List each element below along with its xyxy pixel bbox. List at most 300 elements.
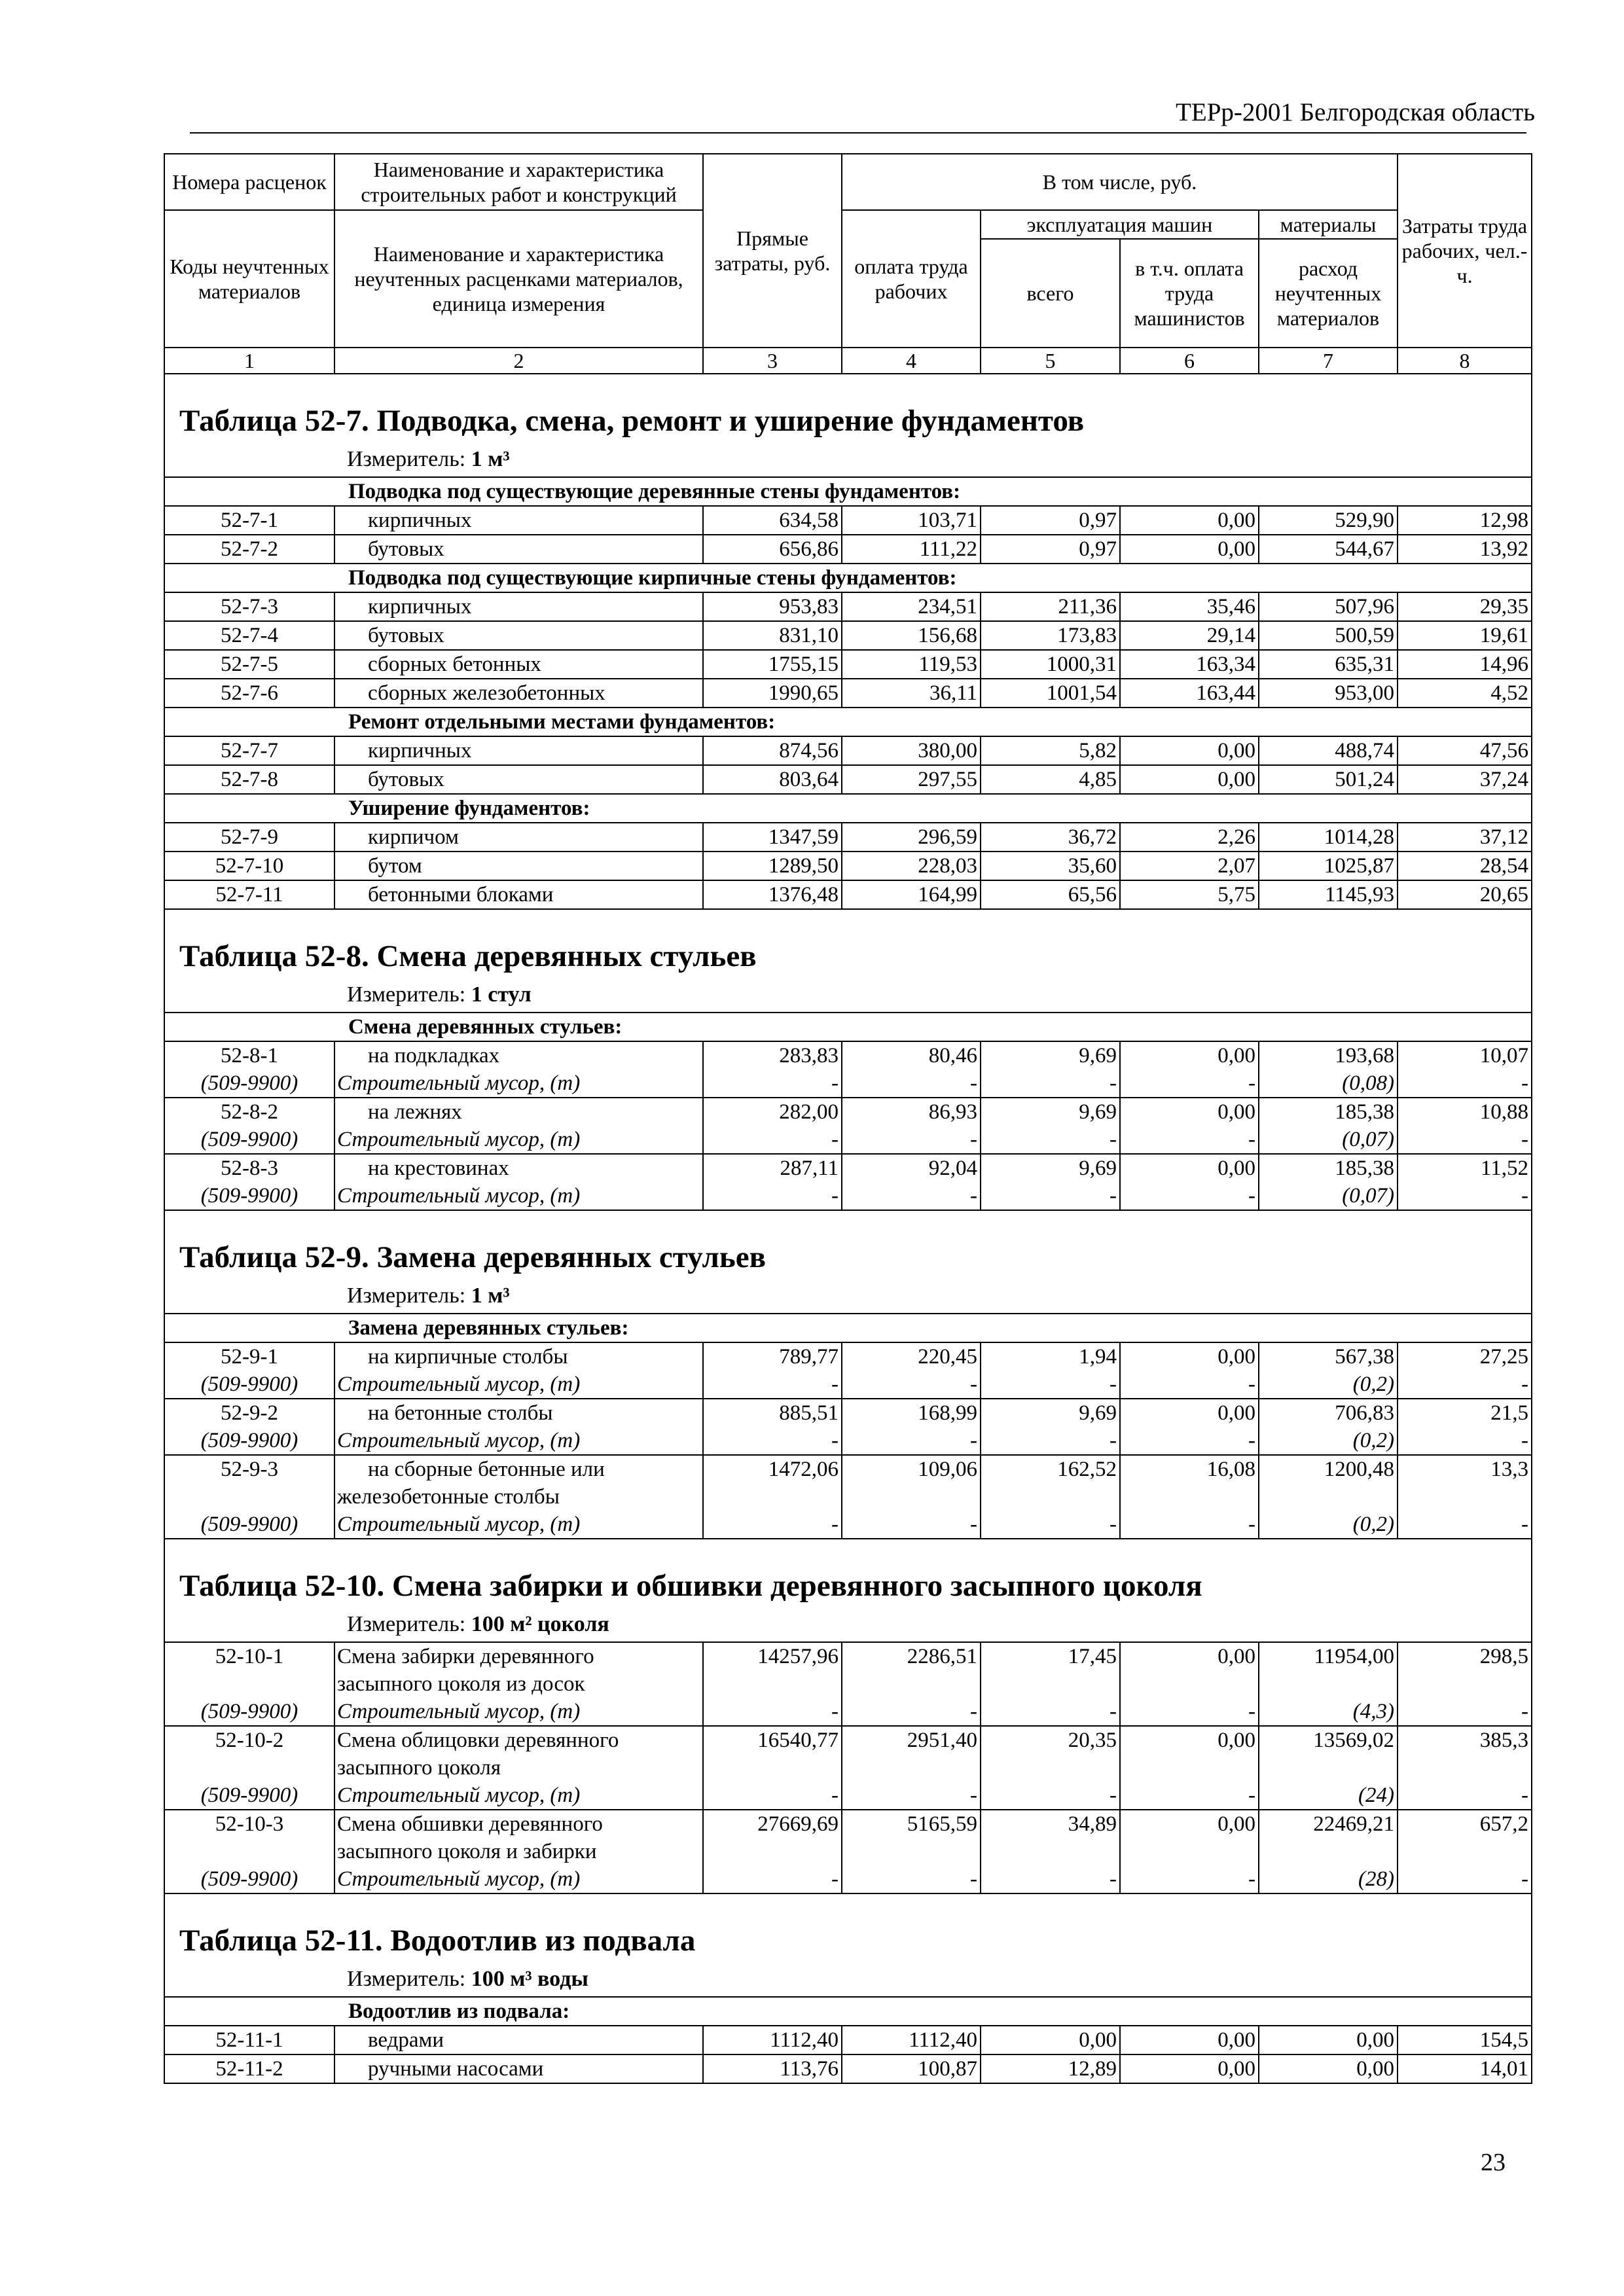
- value-cell: 0,00: [1259, 2054, 1398, 2083]
- value-cell: 17,45: [981, 1642, 1120, 1670]
- value-cell: 1200,48: [1259, 1455, 1398, 1483]
- value-cell: 0,00: [1120, 506, 1259, 535]
- rate-code: 52-10-1: [164, 1642, 334, 1670]
- value-cell: 109,06: [842, 1455, 981, 1483]
- table-row: [164, 765, 1532, 794]
- work-name: засыпного цоколя из досок: [334, 1670, 703, 1698]
- empty-cell: [1120, 1838, 1259, 1865]
- material-value: -: [1398, 1126, 1532, 1154]
- value-cell: 0,00: [1120, 2054, 1259, 2083]
- material-value: -: [981, 1427, 1120, 1455]
- value-cell: 0,97: [981, 535, 1120, 564]
- header-col6: в т.ч. оплата труда машинистов: [1120, 239, 1259, 348]
- table-row: [164, 880, 1532, 909]
- material-value: -: [703, 1511, 842, 1539]
- work-name: бутовых: [334, 765, 703, 794]
- material-row: [164, 1182, 1532, 1210]
- value-cell: 0,00: [1120, 1726, 1259, 1754]
- value-cell: 2,07: [1120, 852, 1259, 880]
- measure-label: Измеритель:: [347, 1612, 466, 1636]
- value-cell: 1376,48: [703, 880, 842, 909]
- value-cell: 35,46: [1120, 592, 1259, 621]
- empty-cell: [842, 1483, 981, 1511]
- material-value: -: [981, 1371, 1120, 1399]
- table-row: [164, 823, 1532, 852]
- rate-code: 52-7-6: [164, 679, 334, 708]
- value-cell: 4,85: [981, 765, 1120, 794]
- header-col4: оплата труда рабочих: [842, 210, 981, 348]
- table-row: [164, 1483, 1532, 1511]
- work-name: кирпичных: [334, 592, 703, 621]
- material-value: -: [1398, 1069, 1532, 1098]
- value-cell: 0,00: [1259, 2026, 1398, 2054]
- value-cell: 37,24: [1398, 765, 1532, 794]
- value-cell: 12,98: [1398, 506, 1532, 535]
- value-cell: 0,00: [1120, 1642, 1259, 1670]
- empty-cell: [703, 1670, 842, 1698]
- material-name: Строительный мусор, (т): [334, 1698, 703, 1726]
- subgroup-heading-row: [164, 1013, 1532, 1041]
- table-row: [164, 506, 1532, 535]
- value-cell: 13,3: [1398, 1455, 1532, 1483]
- value-cell: 1,94: [981, 1342, 1120, 1371]
- measure-cell: [164, 980, 1532, 1013]
- value-cell: 874,56: [703, 736, 842, 765]
- value-cell: 11,52: [1398, 1154, 1532, 1182]
- material-value: -: [981, 1865, 1120, 1893]
- value-cell: 100,87: [842, 2054, 981, 2083]
- empty-cell: [1398, 1483, 1532, 1511]
- measure-cell: [164, 445, 1532, 477]
- table-row: [164, 1342, 1532, 1371]
- table-row: [164, 736, 1532, 765]
- value-cell: 86,93: [842, 1098, 981, 1126]
- work-name: Смена облицовки деревянного: [334, 1726, 703, 1754]
- value-cell: 657,2: [1398, 1810, 1532, 1838]
- subgroup-heading-row: [164, 477, 1532, 506]
- header-col7: расход неучтенных материалов: [1259, 239, 1398, 348]
- price-table: [164, 153, 1532, 2084]
- material-value: -: [703, 1865, 842, 1893]
- material-code: (509-9900): [164, 1427, 334, 1455]
- material-value: -: [1398, 1182, 1532, 1210]
- subgroup-heading: Ремонт отдельными местами фундаментов:: [164, 708, 1532, 736]
- value-cell: 27,25: [1398, 1342, 1532, 1371]
- value-cell: 28,54: [1398, 852, 1532, 880]
- empty-cell: [981, 1754, 1120, 1782]
- rate-code: 52-9-1: [164, 1342, 334, 1371]
- header-col2-bottom: Наименование и характеристика неучтенных расценками материалов, единица измерения: [334, 210, 703, 348]
- empty-cell: [164, 1483, 334, 1511]
- table-row: [164, 592, 1532, 621]
- material-name: Строительный мусор, (т): [334, 1069, 703, 1098]
- empty-cell: [1120, 1483, 1259, 1511]
- value-cell: 14,01: [1398, 2054, 1532, 2083]
- value-cell: 0,00: [1120, 1154, 1259, 1182]
- header-col8: Затраты труда рабочих, чел.-ч.: [1398, 154, 1532, 348]
- material-row: [164, 1126, 1532, 1154]
- material-value: (0,07): [1259, 1126, 1398, 1154]
- work-name: на подкладках: [334, 1041, 703, 1069]
- value-cell: 11954,00: [1259, 1642, 1398, 1670]
- value-cell: 168,99: [842, 1399, 981, 1427]
- value-cell: 0,97: [981, 506, 1120, 535]
- material-value: -: [1120, 1069, 1259, 1098]
- value-cell: 296,59: [842, 823, 981, 852]
- material-value: (24): [1259, 1782, 1398, 1810]
- value-cell: 9,69: [981, 1098, 1120, 1126]
- subgroup-heading-row: [164, 1997, 1532, 2026]
- value-cell: 885,51: [703, 1399, 842, 1427]
- material-code: (509-9900): [164, 1126, 334, 1154]
- material-value: -: [842, 1126, 981, 1154]
- section-title: [164, 1539, 1532, 1610]
- value-cell: 29,14: [1120, 621, 1259, 650]
- table-row: [164, 679, 1532, 708]
- table-row: [164, 1754, 1532, 1782]
- value-cell: 298,5: [1398, 1642, 1532, 1670]
- rate-code: 52-9-2: [164, 1399, 334, 1427]
- material-row: [164, 1511, 1532, 1539]
- value-cell: 163,44: [1120, 679, 1259, 708]
- value-cell: 103,71: [842, 506, 981, 535]
- material-value: -: [703, 1782, 842, 1810]
- rate-code: 52-7-8: [164, 765, 334, 794]
- measure-cell: [164, 1965, 1532, 1997]
- header-num: 8: [1398, 348, 1532, 374]
- value-cell: 9,69: [981, 1399, 1120, 1427]
- material-value: -: [703, 1182, 842, 1210]
- table-row: [164, 1642, 1532, 1670]
- value-cell: 1014,28: [1259, 823, 1398, 852]
- value-cell: 1145,93: [1259, 880, 1398, 909]
- empty-cell: [1398, 1838, 1532, 1865]
- work-name: ручными насосами: [334, 2054, 703, 2083]
- material-value: -: [981, 1698, 1120, 1726]
- value-cell: 529,90: [1259, 506, 1398, 535]
- value-cell: 507,96: [1259, 592, 1398, 621]
- value-cell: 1000,31: [981, 650, 1120, 679]
- subgroup-heading: Подводка под существующие деревянные стены фундаментов:: [164, 477, 1532, 506]
- section-title: [164, 909, 1532, 980]
- value-cell: 567,38: [1259, 1342, 1398, 1371]
- work-name: бутовых: [334, 621, 703, 650]
- material-code: (509-9900): [164, 1698, 334, 1726]
- value-cell: 162,52: [981, 1455, 1120, 1483]
- measure-value: 1 м³: [471, 1283, 510, 1308]
- material-name: Строительный мусор, (т): [334, 1371, 703, 1399]
- rate-code: 52-10-3: [164, 1810, 334, 1838]
- empty-cell: [842, 1670, 981, 1698]
- table-row: [164, 1726, 1532, 1754]
- value-cell: 953,00: [1259, 679, 1398, 708]
- value-cell: 10,88: [1398, 1098, 1532, 1126]
- value-cell: 14,96: [1398, 650, 1532, 679]
- material-value: -: [703, 1126, 842, 1154]
- material-value: -: [1120, 1427, 1259, 1455]
- section-title-cell: Таблица 52-10. Смена забирки и обшивки деревянного засыпного цоколя: [164, 1539, 1532, 1610]
- material-value: -: [842, 1782, 981, 1810]
- value-cell: 211,36: [981, 592, 1120, 621]
- work-name: кирпичных: [334, 506, 703, 535]
- material-code: (509-9900): [164, 1069, 334, 1098]
- measure-value: 100 м³ воды: [471, 1967, 588, 1991]
- empty-cell: [1120, 1754, 1259, 1782]
- running-head: ТЕРр-2001 Белгородская область: [1176, 98, 1535, 126]
- work-name: железобетонные столбы: [334, 1483, 703, 1511]
- header-col2-top: Наименование и характеристика строительных работ и конструкций: [334, 154, 703, 210]
- subgroup-heading-row: [164, 564, 1532, 592]
- value-cell: 287,11: [703, 1154, 842, 1182]
- material-value: -: [703, 1069, 842, 1098]
- value-cell: 283,83: [703, 1041, 842, 1069]
- value-cell: 789,77: [703, 1342, 842, 1371]
- value-cell: 501,24: [1259, 765, 1398, 794]
- value-cell: 163,34: [1120, 650, 1259, 679]
- value-cell: 0,00: [1120, 1399, 1259, 1427]
- value-cell: 20,35: [981, 1726, 1120, 1754]
- header-num: 5: [981, 348, 1120, 374]
- rate-code: 52-10-2: [164, 1726, 334, 1754]
- material-name: Строительный мусор, (т): [334, 1865, 703, 1893]
- table-body: [164, 374, 1532, 2083]
- empty-cell: [1398, 1670, 1532, 1698]
- rate-code: 52-11-2: [164, 2054, 334, 2083]
- table-row: [164, 1810, 1532, 1838]
- material-name: Строительный мусор, (т): [334, 1782, 703, 1810]
- work-name: засыпного цоколя и забирки: [334, 1838, 703, 1865]
- material-value: -: [1398, 1865, 1532, 1893]
- value-cell: 173,83: [981, 621, 1120, 650]
- measure-row: [164, 445, 1532, 477]
- material-value: -: [981, 1782, 1120, 1810]
- value-cell: 0,00: [1120, 2026, 1259, 2054]
- material-value: (0,2): [1259, 1371, 1398, 1399]
- empty-cell: [703, 1838, 842, 1865]
- value-cell: 185,38: [1259, 1098, 1398, 1126]
- section-title-cell: Таблица 52-11. Водоотлив из подвала: [164, 1893, 1532, 1965]
- work-name: на крестовинах: [334, 1154, 703, 1182]
- header-num: 4: [842, 348, 981, 374]
- table-row: [164, 621, 1532, 650]
- rate-code: 52-9-3: [164, 1455, 334, 1483]
- value-cell: 113,76: [703, 2054, 842, 2083]
- value-cell: 21,5: [1398, 1399, 1532, 1427]
- value-cell: 22469,21: [1259, 1810, 1398, 1838]
- rate-code: 52-8-3: [164, 1154, 334, 1182]
- material-value: -: [981, 1511, 1120, 1539]
- rate-code: 52-7-9: [164, 823, 334, 852]
- header-num: 2: [334, 348, 703, 374]
- work-name: бутом: [334, 852, 703, 880]
- material-name: Строительный мусор, (т): [334, 1182, 703, 1210]
- material-value: -: [842, 1371, 981, 1399]
- value-cell: 500,59: [1259, 621, 1398, 650]
- material-row: [164, 1782, 1532, 1810]
- material-value: -: [1398, 1511, 1532, 1539]
- value-cell: 9,69: [981, 1041, 1120, 1069]
- value-cell: 10,07: [1398, 1041, 1532, 1069]
- material-value: -: [703, 1371, 842, 1399]
- measure-value: 1 стул: [471, 982, 532, 1007]
- material-value: -: [1120, 1126, 1259, 1154]
- material-name: Строительный мусор, (т): [334, 1126, 703, 1154]
- value-cell: 16,08: [1120, 1455, 1259, 1483]
- work-name: бутовых: [334, 535, 703, 564]
- material-code: (509-9900): [164, 1371, 334, 1399]
- material-value: -: [1398, 1698, 1532, 1726]
- work-name: бетонными блоками: [334, 880, 703, 909]
- value-cell: 13,92: [1398, 535, 1532, 564]
- value-cell: 27669,69: [703, 1810, 842, 1838]
- value-cell: 119,53: [842, 650, 981, 679]
- value-cell: 5,82: [981, 736, 1120, 765]
- measure-row: [164, 1965, 1532, 1997]
- material-value: (0,08): [1259, 1069, 1398, 1098]
- empty-cell: [703, 1754, 842, 1782]
- value-cell: 29,35: [1398, 592, 1532, 621]
- value-cell: 953,83: [703, 592, 842, 621]
- empty-cell: [1259, 1838, 1398, 1865]
- material-value: -: [842, 1182, 981, 1210]
- material-value: -: [981, 1182, 1120, 1210]
- value-cell: 164,99: [842, 880, 981, 909]
- value-cell: 282,00: [703, 1098, 842, 1126]
- subgroup-heading-row: [164, 794, 1532, 823]
- work-name: Смена забирки деревянного: [334, 1642, 703, 1670]
- material-value: -: [703, 1698, 842, 1726]
- value-cell: 544,67: [1259, 535, 1398, 564]
- section-title: [164, 1210, 1532, 1282]
- value-cell: 12,89: [981, 2054, 1120, 2083]
- material-row: [164, 1069, 1532, 1098]
- value-cell: 2286,51: [842, 1642, 981, 1670]
- rate-code: 52-7-11: [164, 880, 334, 909]
- material-code: (509-9900): [164, 1865, 334, 1893]
- empty-cell: [1259, 1670, 1398, 1698]
- material-value: -: [1398, 1782, 1532, 1810]
- header-col1-bottom: Коды неучтенных материалов: [164, 210, 334, 348]
- measure-label: Измеритель:: [347, 1967, 466, 1991]
- material-value: -: [1120, 1182, 1259, 1210]
- work-name: сборных бетонных: [334, 650, 703, 679]
- value-cell: 656,86: [703, 535, 842, 564]
- subgroup-heading: Подводка под существующие кирпичные стены фундаментов:: [164, 564, 1532, 592]
- value-cell: 111,22: [842, 535, 981, 564]
- header-num: 1: [164, 348, 334, 374]
- material-value: (0,2): [1259, 1511, 1398, 1539]
- value-cell: 185,38: [1259, 1154, 1398, 1182]
- table-row: [164, 1838, 1532, 1865]
- section-title-cell: Таблица 52-7. Подводка, смена, ремонт и уширение фундаментов: [164, 374, 1532, 445]
- measure-row: [164, 1610, 1532, 1642]
- value-cell: 803,64: [703, 765, 842, 794]
- empty-cell: [842, 1838, 981, 1865]
- value-cell: 5,75: [1120, 880, 1259, 909]
- empty-cell: [164, 1670, 334, 1698]
- value-cell: 13569,02: [1259, 1726, 1398, 1754]
- material-row: [164, 1698, 1532, 1726]
- material-value: -: [1398, 1427, 1532, 1455]
- material-value: -: [981, 1069, 1120, 1098]
- material-value: -: [1120, 1698, 1259, 1726]
- work-name: на бетонные столбы: [334, 1399, 703, 1427]
- header-col3: Прямые затраты, руб.: [703, 154, 842, 348]
- subgroup-heading-row: [164, 708, 1532, 736]
- material-value: -: [1120, 1782, 1259, 1810]
- table-row: [164, 650, 1532, 679]
- value-cell: 0,00: [1120, 765, 1259, 794]
- material-row: [164, 1427, 1532, 1455]
- header-machines: эксплуатация машин: [981, 210, 1259, 239]
- value-cell: 228,03: [842, 852, 981, 880]
- section-title-cell: Таблица 52-9. Замена деревянных стульев: [164, 1210, 1532, 1282]
- measure-value: 100 м² цоколя: [471, 1612, 609, 1636]
- work-name: сборных железобетонных: [334, 679, 703, 708]
- rate-code: 52-7-3: [164, 592, 334, 621]
- value-cell: 16540,77: [703, 1726, 842, 1754]
- work-name: засыпного цоколя: [334, 1754, 703, 1782]
- value-cell: 1472,06: [703, 1455, 842, 1483]
- section-title: [164, 1893, 1532, 1965]
- value-cell: 65,56: [981, 880, 1120, 909]
- table-row: [164, 1098, 1532, 1126]
- value-cell: 36,72: [981, 823, 1120, 852]
- header-num: 3: [703, 348, 842, 374]
- value-cell: 35,60: [981, 852, 1120, 880]
- value-cell: 1289,50: [703, 852, 842, 880]
- value-cell: 1112,40: [842, 2026, 981, 2054]
- rate-code: 52-7-7: [164, 736, 334, 765]
- empty-cell: [842, 1754, 981, 1782]
- material-value: (4,3): [1259, 1698, 1398, 1726]
- material-code: (509-9900): [164, 1182, 334, 1210]
- value-cell: 220,45: [842, 1342, 981, 1371]
- material-value: -: [703, 1427, 842, 1455]
- value-cell: 14257,96: [703, 1642, 842, 1670]
- value-cell: 0,00: [981, 2026, 1120, 2054]
- material-code: (509-9900): [164, 1511, 334, 1539]
- value-cell: 92,04: [842, 1154, 981, 1182]
- value-cell: 19,61: [1398, 621, 1532, 650]
- value-cell: 1025,87: [1259, 852, 1398, 880]
- material-row: [164, 1371, 1532, 1399]
- work-name: кирпичом: [334, 823, 703, 852]
- table-row: [164, 2054, 1532, 2083]
- work-name: на лежнях: [334, 1098, 703, 1126]
- value-cell: 36,11: [842, 679, 981, 708]
- rate-code: 52-11-1: [164, 2026, 334, 2054]
- work-name: на кирпичные столбы: [334, 1342, 703, 1371]
- value-cell: 80,46: [842, 1041, 981, 1069]
- material-value: -: [842, 1698, 981, 1726]
- empty-cell: [164, 1754, 334, 1782]
- table-row: [164, 1670, 1532, 1698]
- table-row: [164, 535, 1532, 564]
- value-cell: 0,00: [1120, 1098, 1259, 1126]
- table-header: [164, 154, 1532, 374]
- subgroup-heading: Уширение фундаментов:: [164, 794, 1532, 823]
- subgroup-heading: Замена деревянных стульев:: [164, 1314, 1532, 1342]
- empty-cell: [1259, 1754, 1398, 1782]
- value-cell: 156,68: [842, 621, 981, 650]
- rate-code: 52-7-10: [164, 852, 334, 880]
- measure-row: [164, 1282, 1532, 1314]
- rate-code: 52-7-1: [164, 506, 334, 535]
- header-col5: всего: [981, 239, 1120, 348]
- measure-value: 1 м³: [471, 447, 510, 471]
- material-value: -: [981, 1126, 1120, 1154]
